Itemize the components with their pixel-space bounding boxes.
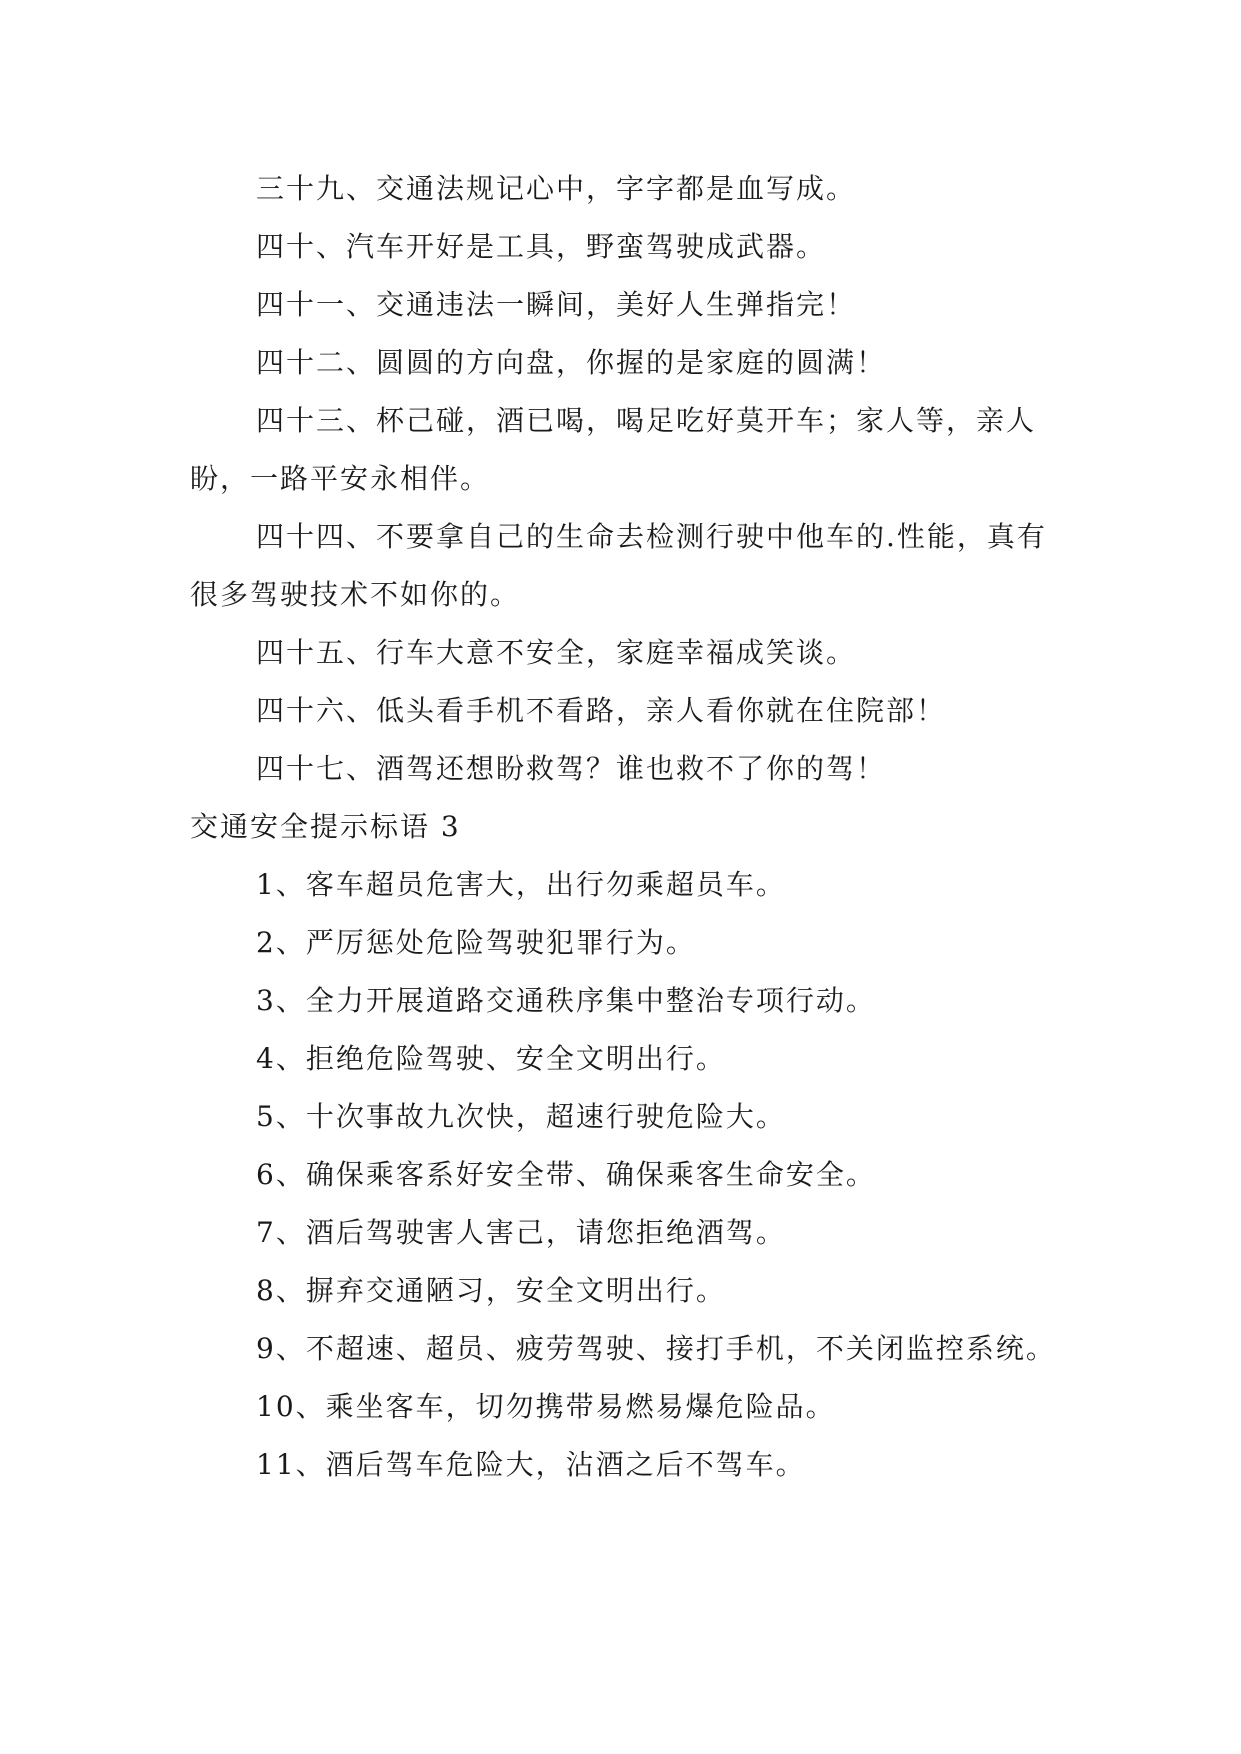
slogan-item-10: 10、乘坐客车，切勿携带易燃易爆危险品。 bbox=[256, 1390, 836, 1423]
slogan-item-8: 8、摒弃交通陋习，安全文明出行。 bbox=[256, 1274, 726, 1307]
slogan-42: 四十二、圆圆的方向盘，你握的是家庭的圆满！ bbox=[256, 346, 887, 379]
slogan-item-9: 9、不超速、超员、疲劳驾驶、接打手机，不关闭监控系统。 bbox=[256, 1332, 1056, 1365]
slogan-item-11: 11、酒后驾车危险大，沾酒之后不驾车。 bbox=[256, 1448, 806, 1481]
slogan-41: 四十一、交通违法一瞬间，美好人生弹指完！ bbox=[256, 288, 857, 321]
slogan-45: 四十五、行车大意不安全，家庭幸福成笑谈。 bbox=[256, 636, 857, 669]
slogan-39: 三十九、交通法规记心中，字字都是血写成。 bbox=[256, 172, 857, 205]
slogan-46: 四十六、低头看手机不看路，亲人看你就在住院部！ bbox=[256, 694, 947, 727]
section-heading: 交通安全提示标语 3 bbox=[190, 810, 461, 843]
slogan-40: 四十、汽车开好是工具，野蛮驾驶成武器。 bbox=[256, 230, 827, 263]
slogan-item-5: 5、十次事故九次快，超速行驶危险大。 bbox=[256, 1100, 786, 1133]
slogan-44: 四十四、不要拿自己的生命去检测行驶中他车的.性能，真有很多驾驶技术不如你的。 bbox=[190, 520, 1047, 611]
slogan-item-3: 3、全力开展道路交通秩序集中整治专项行动。 bbox=[256, 984, 876, 1017]
slogan-item-2: 2、严厉惩处危险驾驶犯罪行为。 bbox=[256, 926, 696, 959]
slogan-item-7: 7、酒后驾驶害人害己，请您拒绝酒驾。 bbox=[256, 1216, 786, 1249]
slogan-43: 四十三、杯己碰，酒已喝，喝足吃好莫开车；家人等，亲人盼，一路平安永相伴。 bbox=[190, 404, 1037, 495]
slogan-item-6: 6、确保乘客系好安全带、确保乘客生命安全。 bbox=[256, 1158, 876, 1191]
slogan-item-4: 4、拒绝危险驾驶、安全文明出行。 bbox=[256, 1042, 726, 1075]
slogan-item-1: 1、客车超员危害大，出行勿乘超员车。 bbox=[256, 868, 786, 901]
document-body bbox=[190, 160, 1070, 1494]
slogan-47: 四十七、酒驾还想盼救驾？谁也救不了你的驾！ bbox=[256, 752, 887, 785]
